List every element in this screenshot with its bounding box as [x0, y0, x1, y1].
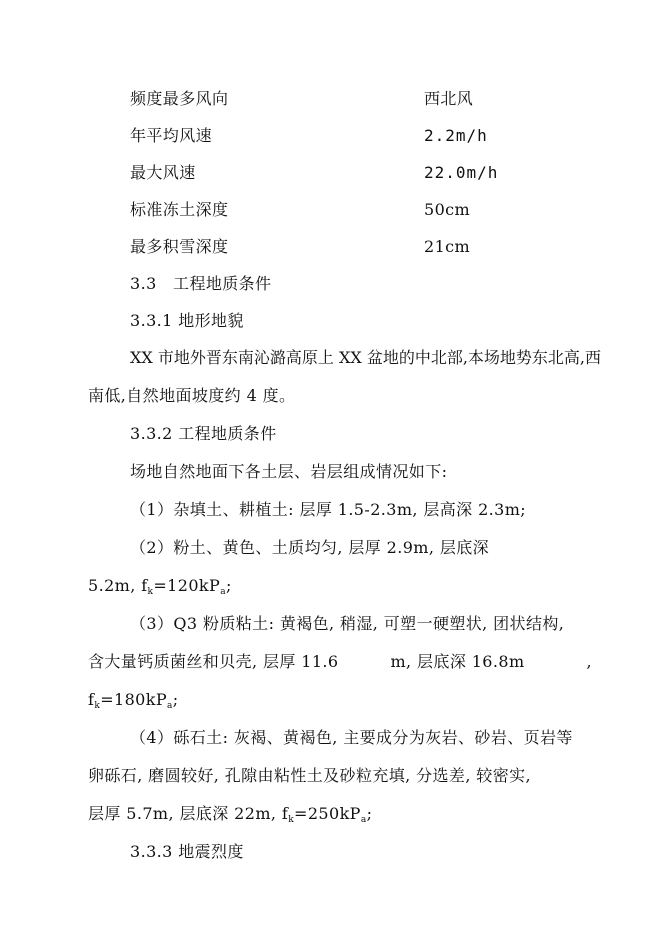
- layer-4-line-1: （4）砾石土: 灰褐、黄褐色, 主要成分为灰岩、砂岩、页岩等: [130, 728, 573, 747]
- layer-2-line-2: 5.2m, $f_k=120kP_a$;: [88, 576, 232, 597]
- climate-value-4: 50cm: [424, 200, 471, 219]
- section-heading-3-3-1: 3.3.1 地形地貌: [130, 311, 244, 330]
- climate-label-5: 最多积雪深度: [130, 237, 229, 256]
- climate-value-2: 2.2m/h: [424, 126, 488, 145]
- section-heading-3-3-3: 3.3.3 地震烈度: [130, 842, 244, 861]
- climate-label-4: 标准冻土深度: [130, 200, 229, 219]
- terrain-line-1: XX 市地外晋东南沁潞高原上 XX 盆地的中北部,本场地势东北高,西: [130, 348, 601, 367]
- climate-label-2: 年平均风速: [130, 126, 213, 145]
- layer-3-line-2: 含大量钙质菌丝和贝壳, 层厚 11.6 m, 层底深 16.8m ,: [88, 652, 593, 671]
- layer-3-line-1: （3）Q3 粉质粘土: 黄褐色, 稍湿, 可塑一硬塑状, 团状结构,: [130, 614, 565, 633]
- layer-1-text: （1）杂填土、耕植土: 层厚 1.5-2.3m, 层高深 2.3m;: [130, 500, 527, 519]
- geology-intro: 场地自然地面下各土层、岩层组成情况如下:: [130, 462, 448, 481]
- climate-value-3: 22.0m/h: [424, 163, 499, 182]
- layer-3-line-3: $f_k=180kP_a$;: [88, 690, 179, 711]
- layer-4-line-2: 卵砾石, 磨圆较好, 孔隙由粘性土及砂粒充填, 分选差, 较密实,: [88, 766, 531, 785]
- terrain-line-2: 南低,自然地面坡度约 4 度。: [88, 386, 296, 405]
- climate-value-5: 21cm: [424, 237, 471, 256]
- climate-label-1: 频度最多风向: [130, 89, 229, 108]
- section-heading-3-3-2: 3.3.2 工程地质条件: [130, 424, 277, 443]
- climate-label-3: 最大风速: [130, 163, 196, 182]
- layer-2-line-1: （2）粉土、黄色、土质均匀, 层厚 2.9m, 层底深: [130, 538, 490, 557]
- section-heading-3-3: 3.3 工程地质条件: [130, 274, 272, 293]
- climate-value-1: 西北风: [424, 89, 474, 108]
- layer-4-line-3: 层厚 5.7m, 层底深 22m, $f_k=250kP_a$;: [88, 804, 373, 825]
